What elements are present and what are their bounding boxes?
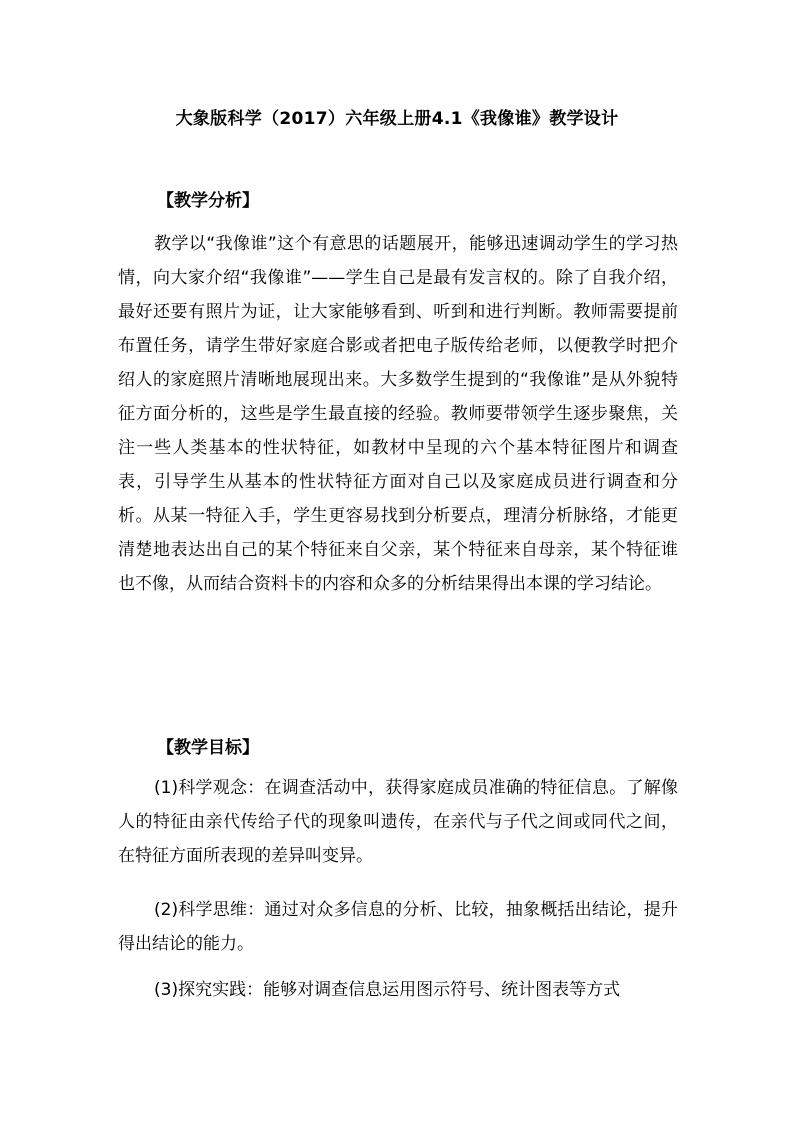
paragraph-teaching-analysis: 教学以“我像谁”这个有意思的话题展开，能够迅速调动学生的学习热情，向大家介绍“我像谁”——学生自己是最有发言权的。除了自我介绍，最好还要有照片为证，让大家能够看到、听到和进行判断。教师需要提前布置任务，请学生带好家庭合影或者把电子版传给老师，以便教学时把介绍人的家庭照片清晰地展现出来。大多数学生提到的“我像谁”是从外貌特征方面分析的，这些是学生最直接的经验。教师要带领学生逐步聚焦，关注一些人类基本的性状特征，如教材中呈现的六个基本特征图片和调查表，引导学生从基本的性状特征方面对自己以及家庭成员进行调查和分析。从某一特征入手，学生更容易找到分析要点，理清分析脉络，才能更清楚地表达出自己的某个特征来自父亲，某个特征来自母亲，某个特征谁也不像，从而结合资料卡的内容和众多的分析结果得出本课的学习结论。	[118, 234, 678, 594]
paragraph-goal-science-thinking: (2)科学思维：通过对众多信息的分析、比较，抽象概括出结论，提升得出结论的能力。	[118, 900, 678, 954]
section-heading-teaching-analysis: 【教学分析】	[157, 191, 259, 211]
section-heading-teaching-goals: 【教学目标】	[157, 738, 259, 758]
document-title: 大象版科学（2017）六年级上册4.1《我像谁》教学设计	[175, 109, 619, 129]
paragraph-goal-inquiry-practice: (3)探究实践：能够对调查信息运用图示符号、统计图表等方式	[154, 980, 621, 1000]
paragraph-goal-science-concept: (1)科学观念：在调查活动中，获得家庭成员准确的特征信息。了解像人的特征由亲代传给子代的现象叫遗传，在亲代与子代之间或同代之间，在特征方面所表现的差异叫变异。	[118, 778, 678, 866]
